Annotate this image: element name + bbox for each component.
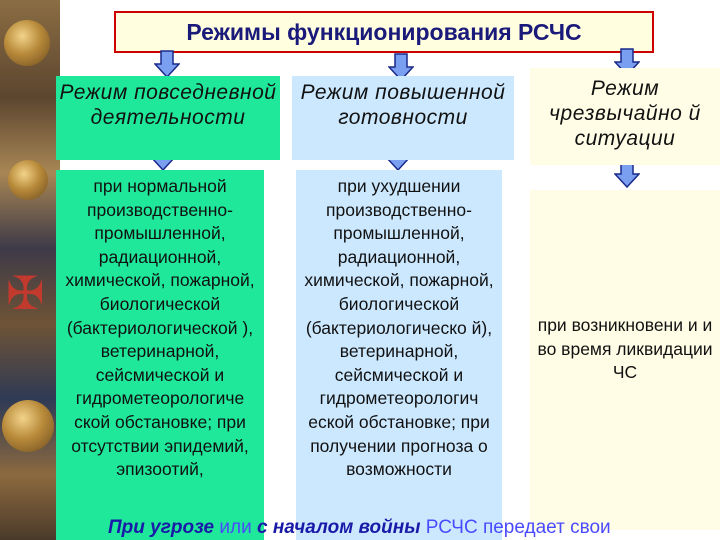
mode-description: при ухудшении производственно-промышленной, радиационной, химической, пожарной, биологической (бактериологическо й), ветеринарной, сейсмической и гидрометеорологич еской обстановке; при получении прогноза о возможности [304, 176, 494, 480]
footer-threat: При угрозе [108, 517, 215, 538]
mode-heading: Режим повышенной готовности [300, 81, 506, 129]
mode-description: при возникновени и и во время ликвидации ЧС [537, 315, 713, 383]
footer-statement [108, 516, 720, 540]
footer-or: или [219, 517, 252, 538]
footer-war: с началом войны [256, 517, 421, 538]
mode-everyday-description-box [56, 170, 264, 540]
mode-emergency-description-box [530, 190, 720, 530]
title-box [114, 11, 654, 53]
decorative-medal-strip: ✠ [0, 0, 60, 540]
mode-high-alert-heading-box [292, 76, 514, 160]
mode-high-alert-description-box [296, 170, 502, 540]
footer-transfer: РСЧС передает свои [425, 517, 611, 538]
down-arrow-icon [154, 50, 180, 78]
mode-heading: Режим чрезвычайно й ситуации [549, 77, 701, 150]
page-title: Режимы функционирования РСЧС [186, 18, 582, 45]
mode-heading: Режим повседневной деятельности [59, 81, 277, 129]
mode-emergency-heading-box [530, 68, 720, 165]
mode-everyday-heading-box [56, 76, 280, 160]
mode-description: при нормальной производственно-промышленной, радиационной, химической, пожарной, биологической (бактериологической ), ветеринарной, сейсмической и гидрометеорологиче ской обстановке; при отсутствии эпидемий, эпизоотий, [65, 176, 255, 480]
